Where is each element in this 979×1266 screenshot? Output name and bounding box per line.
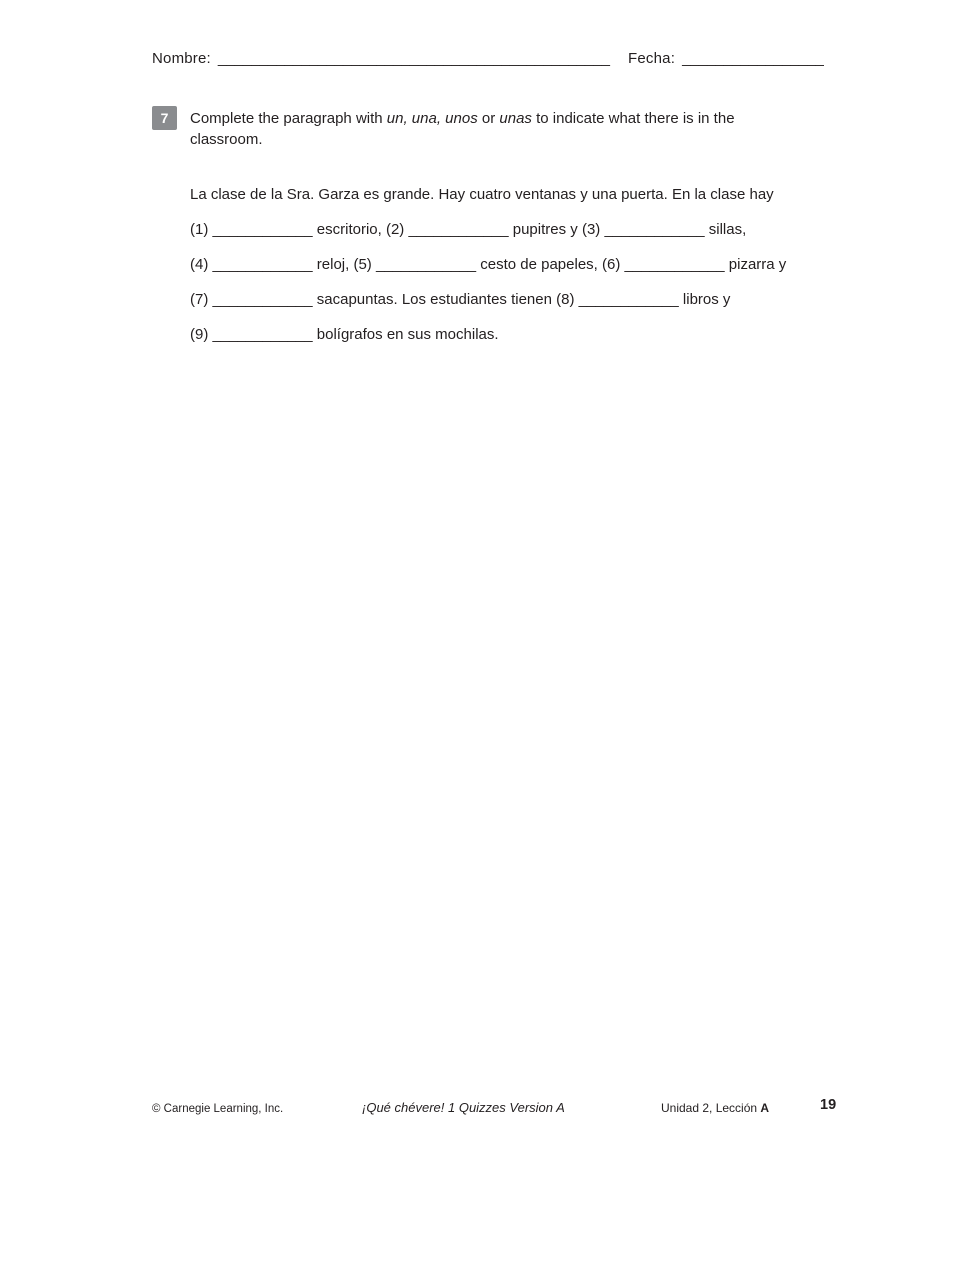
paragraph-text: (7) [190,291,213,308]
answer-blank: ____________ [408,221,509,238]
exercise-instructions [190,108,788,150]
paragraph-text: pupitres y (3) [508,221,605,238]
nombre-blank-line: _______________________________________________ [217,50,611,67]
paragraph-text: (9) [190,326,213,343]
paragraph-text: (1) [190,221,213,238]
copyright-text: © Carnegie Learning, Inc. [152,1103,284,1115]
answer-blank: ____________ [212,291,313,308]
answer-blank: ____________ [375,256,477,273]
instructions-text: to indicate what there is in the classroom. [190,110,735,148]
book-title: ¡Qué chévere! 1 Quizzes Version A [362,1100,565,1115]
paragraph-text: escritorio, (2) [312,221,409,238]
answer-blank: ____________ [604,221,705,238]
paragraph-text: sillas, [704,221,747,238]
unit-lesson-text [661,1101,769,1115]
answer-blank: ____________ [624,256,725,273]
exercise-number-badge: 7 [152,106,177,130]
exercise-paragraph [190,177,850,352]
fecha-label: Fecha: [628,50,676,67]
paragraph-text: reloj, (5) [312,256,376,273]
answer-blank: ____________ [212,326,313,343]
fecha-blank-line: _________________ [682,50,824,67]
paragraph-text: libros y [678,291,731,308]
answer-blank: ____________ [212,256,313,273]
paragraph-text: pizarra y [724,256,787,273]
unit-text: Unidad 2, Lección [661,1101,761,1115]
paragraph-line [190,212,850,247]
paragraph-text: bolígrafos en sus mochilas. [312,326,499,343]
nombre-label: Nombre: [152,50,211,67]
paragraph-line [190,177,850,212]
paragraph-line [190,317,850,352]
instructions-text: Complete the paragraph with [190,110,387,127]
paragraph-text: La clase de la Sra. Garza es grande. Hay cuatro ventanas y una puerta. En la clase hay [190,186,774,203]
lesson-letter: A [760,1101,770,1115]
paragraph-text: cesto de papeles, (6) [476,256,625,273]
answer-blank: ____________ [578,291,679,308]
paragraph-line [190,247,850,282]
answer-blank: ____________ [212,221,313,238]
paragraph-text: (4) [190,256,213,273]
paragraph-text: sacapuntas. Los estudiantes tienen (8) [312,291,579,308]
instructions-italic-words: un, una, unos [386,110,478,127]
instructions-italic-words: unas [499,110,532,127]
page-footer [0,1095,979,1129]
instructions-text: or [477,110,500,127]
paragraph-line [190,282,850,317]
page-number: 19 [820,1097,837,1113]
name-date-header [152,50,824,67]
